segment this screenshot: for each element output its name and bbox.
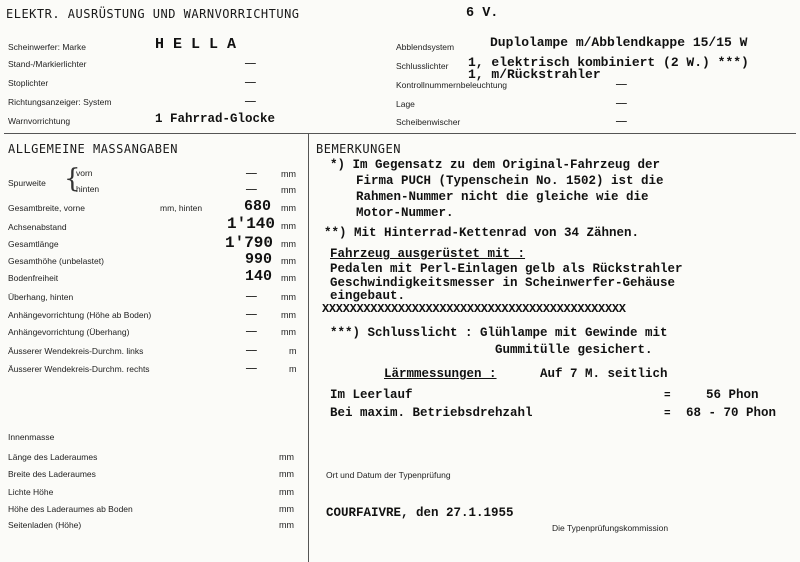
noise-heading: Lärmmessungen : xyxy=(384,367,497,381)
value-warnvorrichtung: 1 Fahrrad-Glocke xyxy=(155,112,276,126)
label-seitenladen: Seitenladen (Höhe) xyxy=(8,520,82,530)
value-scheinwerfer: HELLA xyxy=(155,36,246,53)
remark-line-12: Gummitülle gesichert. xyxy=(495,343,653,357)
unit-spurweite-vorn: mm xyxy=(281,169,296,179)
noise-max-label: Bei maxim. Betriebsdrehzahl xyxy=(330,406,533,420)
label-gesamtbreite-hinten: mm, hinten xyxy=(160,203,203,213)
value-gesamthoehe: 990 xyxy=(245,251,273,268)
value-wendekreis-rechts: —— xyxy=(246,364,257,374)
noise-distance: Auf 7 M. seitlich xyxy=(540,367,668,381)
label-bodenfreiheit: Bodenfreiheit xyxy=(8,273,59,283)
value-schlusslichter: 1, elektrisch kombiniert (2 W.) ***) xyxy=(468,55,749,70)
value-standlicht: —— xyxy=(245,59,256,69)
remark-line-9: eingebaut. xyxy=(330,289,406,303)
unit-hoehe-laderaum: mm xyxy=(279,504,294,514)
label-innenmasse: Innenmasse xyxy=(8,432,55,442)
divider-vertical xyxy=(308,133,309,562)
section-title-masse: ALLGEMEINE MASSANGABEN xyxy=(8,142,178,156)
label-wendekreis-rechts: Äusserer Wendekreis-Durchm. rechts xyxy=(8,364,150,374)
noise-idle-label: Im Leerlauf xyxy=(330,388,413,402)
label-lage: Lage xyxy=(396,99,415,109)
label-schlusslichter: Schlusslichter xyxy=(396,61,449,71)
value-richtungsanzeiger: —— xyxy=(245,97,256,107)
remark-line-1: *) Im Gegensatz zu dem Original-Fahrzeug der xyxy=(330,158,661,172)
remark-line-7: Pedalen mit Perl-Einlagen gelb als Rückstrahler xyxy=(330,262,683,276)
label-abblendsystem: Abblendsystem xyxy=(396,42,455,52)
unit-achsenabstand: mm xyxy=(281,221,296,231)
label-ort-datum: Ort und Datum der Typenprüfung xyxy=(326,470,451,480)
noise-idle-value: 56 Phon xyxy=(706,388,759,402)
label-wendekreis-links: Äusserer Wendekreis-Durchm. links xyxy=(8,346,144,356)
unit-breite-laderaum: mm xyxy=(279,469,294,479)
remark-line-4: Motor-Nummer. xyxy=(356,206,454,220)
unit-anhaenger-ueberhang: mm xyxy=(281,327,296,337)
value-spurweite-hinten: —— xyxy=(246,185,257,195)
unit-lichte-hoehe: mm xyxy=(279,487,294,497)
label-gesamthoehe: Gesamthöhe (unbelastet) xyxy=(8,256,104,266)
unit-anhaenger-hoehe: mm xyxy=(281,310,296,320)
label-spurweite: Spurweite xyxy=(8,178,46,188)
label-scheibenwischer: Scheibenwischer xyxy=(396,117,461,127)
label-kontrollnummer: Kontrollnummernbeleuchtung xyxy=(396,80,508,90)
value-anhaenger-hoehe: —— xyxy=(246,310,257,320)
value-spurweite-vorn: —— xyxy=(246,169,257,179)
label-laenge-laderaum: Länge des Laderaumes xyxy=(8,452,98,462)
label-standlicht: Stand-/Markierlichter xyxy=(8,59,87,69)
value-anhaenger-ueberhang: —— xyxy=(246,327,257,337)
value-abblendsystem: Duplolampe m/Abblendkappe 15/15 W xyxy=(490,35,748,50)
label-scheinwerfer: Scheinwerfer: Marke xyxy=(8,42,86,52)
label-spurweite-vorn: vorn xyxy=(76,168,93,178)
remark-line-3: Rahmen-Nummer nicht die gleiche wie die xyxy=(356,190,649,204)
remark-line-11: ***) Schlusslicht : Glühlampe mit Gewinde mit xyxy=(330,326,668,340)
value-gesamtlaenge: 1'790 xyxy=(225,234,274,252)
label-stoplichter: Stoplichter xyxy=(8,78,49,88)
label-gesamtbreite: Gesamtbreite, vorne xyxy=(8,203,86,213)
remark-line-6: Fahrzeug ausgerüstet mit : xyxy=(330,247,526,261)
unit-laenge-laderaum: mm xyxy=(279,452,294,462)
unit-seitenladen: mm xyxy=(279,520,294,530)
divider-horizontal xyxy=(4,133,796,134)
section-title-bemerkungen: BEMERKUNGEN xyxy=(316,142,401,156)
section-title-electrical: ELEKTR. AUSRÜSTUNG UND WARNVORRICHTUNG xyxy=(6,7,300,21)
unit-spurweite-hinten: mm xyxy=(281,185,296,195)
unit-wendekreis-rechts: m xyxy=(289,364,297,374)
value-ort-datum: COURFAIVRE, den 27.1.1955 xyxy=(326,506,514,520)
label-ueberhang: Überhang, hinten xyxy=(8,292,74,302)
unit-ueberhang: mm xyxy=(281,292,296,302)
unit-wendekreis-links: m xyxy=(289,346,297,356)
noise-idle-eq: = xyxy=(664,390,671,402)
label-warnvorrichtung: Warnvorrichtung xyxy=(8,116,71,126)
value-lage: —— xyxy=(616,99,627,109)
label-kommission: Die Typenprüfungskommission xyxy=(552,523,669,533)
value-scheibenwischer: —— xyxy=(616,117,627,127)
remark-line-10-struck: XXXXXXXXXXXXXXXXXXXXXXXXXXXXXXXXXXXXXXXXXXXX xyxy=(322,302,626,316)
unit-bodenfreiheit: mm xyxy=(281,273,296,283)
value-achsenabstand: 1'140 xyxy=(227,215,276,233)
voltage-value: 6 V. xyxy=(466,6,499,21)
value-gesamtbreite: 680 xyxy=(244,198,272,215)
label-gesamtlaenge: Gesamtlänge xyxy=(8,239,59,249)
label-lichte-hoehe: Lichte Höhe xyxy=(8,487,54,497)
label-achsenabstand: Achsenabstand xyxy=(8,222,67,232)
label-richtungsanzeiger: Richtungsanzeiger: System xyxy=(8,97,112,107)
remark-line-8: Geschwindigkeitsmesser in Scheinwerfer-Gehäuse xyxy=(330,276,676,290)
remark-line-2: Firma PUCH (Typenschein No. 1502) ist die xyxy=(356,174,664,188)
unit-gesamthoehe: mm xyxy=(281,256,296,266)
value-bodenfreiheit: 140 xyxy=(245,268,273,285)
noise-max-eq: = xyxy=(664,408,671,420)
label-spurweite-hinten: hinten xyxy=(76,184,100,194)
label-hoehe-laderaum: Höhe des Laderaumes ab Boden xyxy=(8,504,133,514)
label-breite-laderaum: Breite des Laderaumes xyxy=(8,469,96,479)
value-wendekreis-links: —— xyxy=(246,346,257,356)
remark-line-5: **) Mit Hinterrad-Kettenrad von 34 Zähnen. xyxy=(324,226,640,240)
unit-gesamtbreite: mm xyxy=(281,203,296,213)
label-anhaenger-hoehe: Anhängevorrichtung (Höhe ab Boden) xyxy=(8,310,152,320)
label-anhaenger-ueberhang: Anhängevorrichtung (Überhang) xyxy=(8,327,130,337)
value-schlusslichter-2: 1, m/Rückstrahler xyxy=(468,67,601,82)
noise-max-value: 68 - 70 Phon xyxy=(686,406,777,420)
value-ueberhang: —— xyxy=(246,292,257,302)
brace-glyph: { xyxy=(64,164,81,194)
value-stoplichter: —— xyxy=(245,78,256,88)
value-kontrollnummer: —— xyxy=(616,80,627,90)
unit-gesamtlaenge: mm xyxy=(281,239,296,249)
